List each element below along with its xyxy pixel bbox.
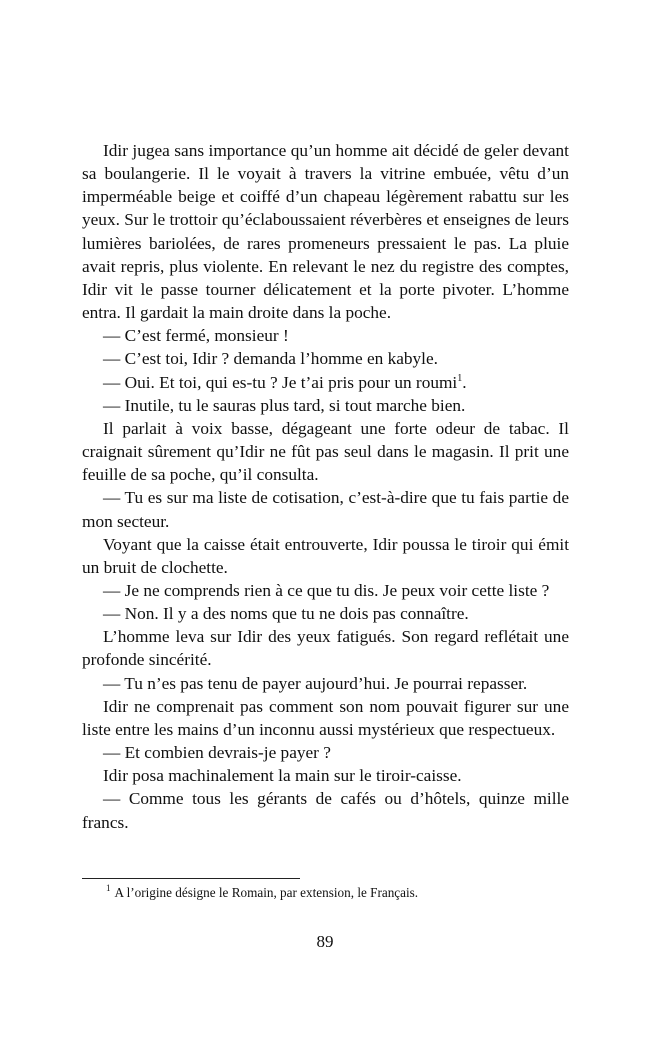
paragraph: Idir ne comprenait pas comment son nom pouvait figurer sur une liste entre les mains d’un inconnu aussi mystérieux que respectueux.: [82, 696, 569, 739]
footnote-text: A l’origine désigne le Romain, par extension, le Français.: [114, 885, 419, 900]
dialogue-line: — C’est toi, Idir ? demanda l’homme en kabyle.: [103, 349, 438, 369]
dialogue-line: — Non. Il y a des noms que tu ne dois pas connaître.: [103, 604, 469, 624]
paragraph: Il parlait à voix basse, dégageant une forte odeur de tabac. Il craignait sûrement qu’Idir ne fût pas seul dans le magasin. Il prit une feuille de sa poche, qu’il consulta.: [82, 418, 569, 485]
page-body: [82, 139, 569, 834]
dialogue-line: — Inutile, tu le sauras plus tard, si tout marche bien.: [103, 395, 466, 415]
dialogue-line: — Tu n’es pas tenu de payer aujourd’hui. Je pourrai repasser.: [103, 673, 528, 693]
footnote-reference: 1: [457, 372, 463, 384]
paragraph: Idir posa machinalement la main sur le tiroir-caisse.: [103, 766, 462, 786]
paragraph: L’homme leva sur Idir des yeux fatigués. Son regard reflétait une profonde sincérité.: [82, 627, 569, 670]
dialogue-punctuation: .: [462, 372, 467, 392]
dialogue-line: — Tu es sur ma liste de cotisation, c’est-à-dire que tu fais partie de mon secteur.: [82, 488, 569, 531]
paragraph: Voyant que la caisse était entrouverte, Idir poussa le tiroir qui émit un bruit de clochette.: [82, 534, 569, 577]
dialogue-text: — Oui. Et toi, qui es-tu ? Je t’ai pris pour un roumi: [103, 372, 458, 392]
footnote: [106, 885, 418, 901]
dialogue-line: [82, 371, 569, 394]
dialogue-line: — C’est fermé, monsieur !: [103, 326, 289, 346]
page-number: 89: [316, 932, 334, 951]
dialogue-line: — Je ne comprends rien à ce que tu dis. Je peux voir cette liste ?: [103, 580, 550, 600]
dialogue-line: — Et combien devrais-je payer ?: [103, 743, 331, 763]
body-text: [82, 139, 569, 834]
footnote-divider: [82, 878, 300, 879]
dialogue-line: — Comme tous les gérants de cafés ou d’hôtels, quinze mille francs.: [82, 789, 569, 832]
footnote-marker: 1: [106, 883, 111, 893]
paragraph: Idir jugea sans importance qu’un homme ait décidé de geler devant sa boulangerie. Il le voyait à travers la vitrine embuée, vêtu d’un imperméable beige et coiffé d’un chapeau légèrement rabattu sur les yeux. Sur le trottoir qu’éclaboussaient réverbères et enseignes de leurs lumières bariolées, de rares promeneurs pressaient le pas. La pluie avait repris, plus violente. En relevant le nez du registre des comptes, Idir vit le passe tourner délicatement et la porte pivoter. L’homme entra. Il gardait la main droite dans la poche.: [82, 141, 569, 323]
